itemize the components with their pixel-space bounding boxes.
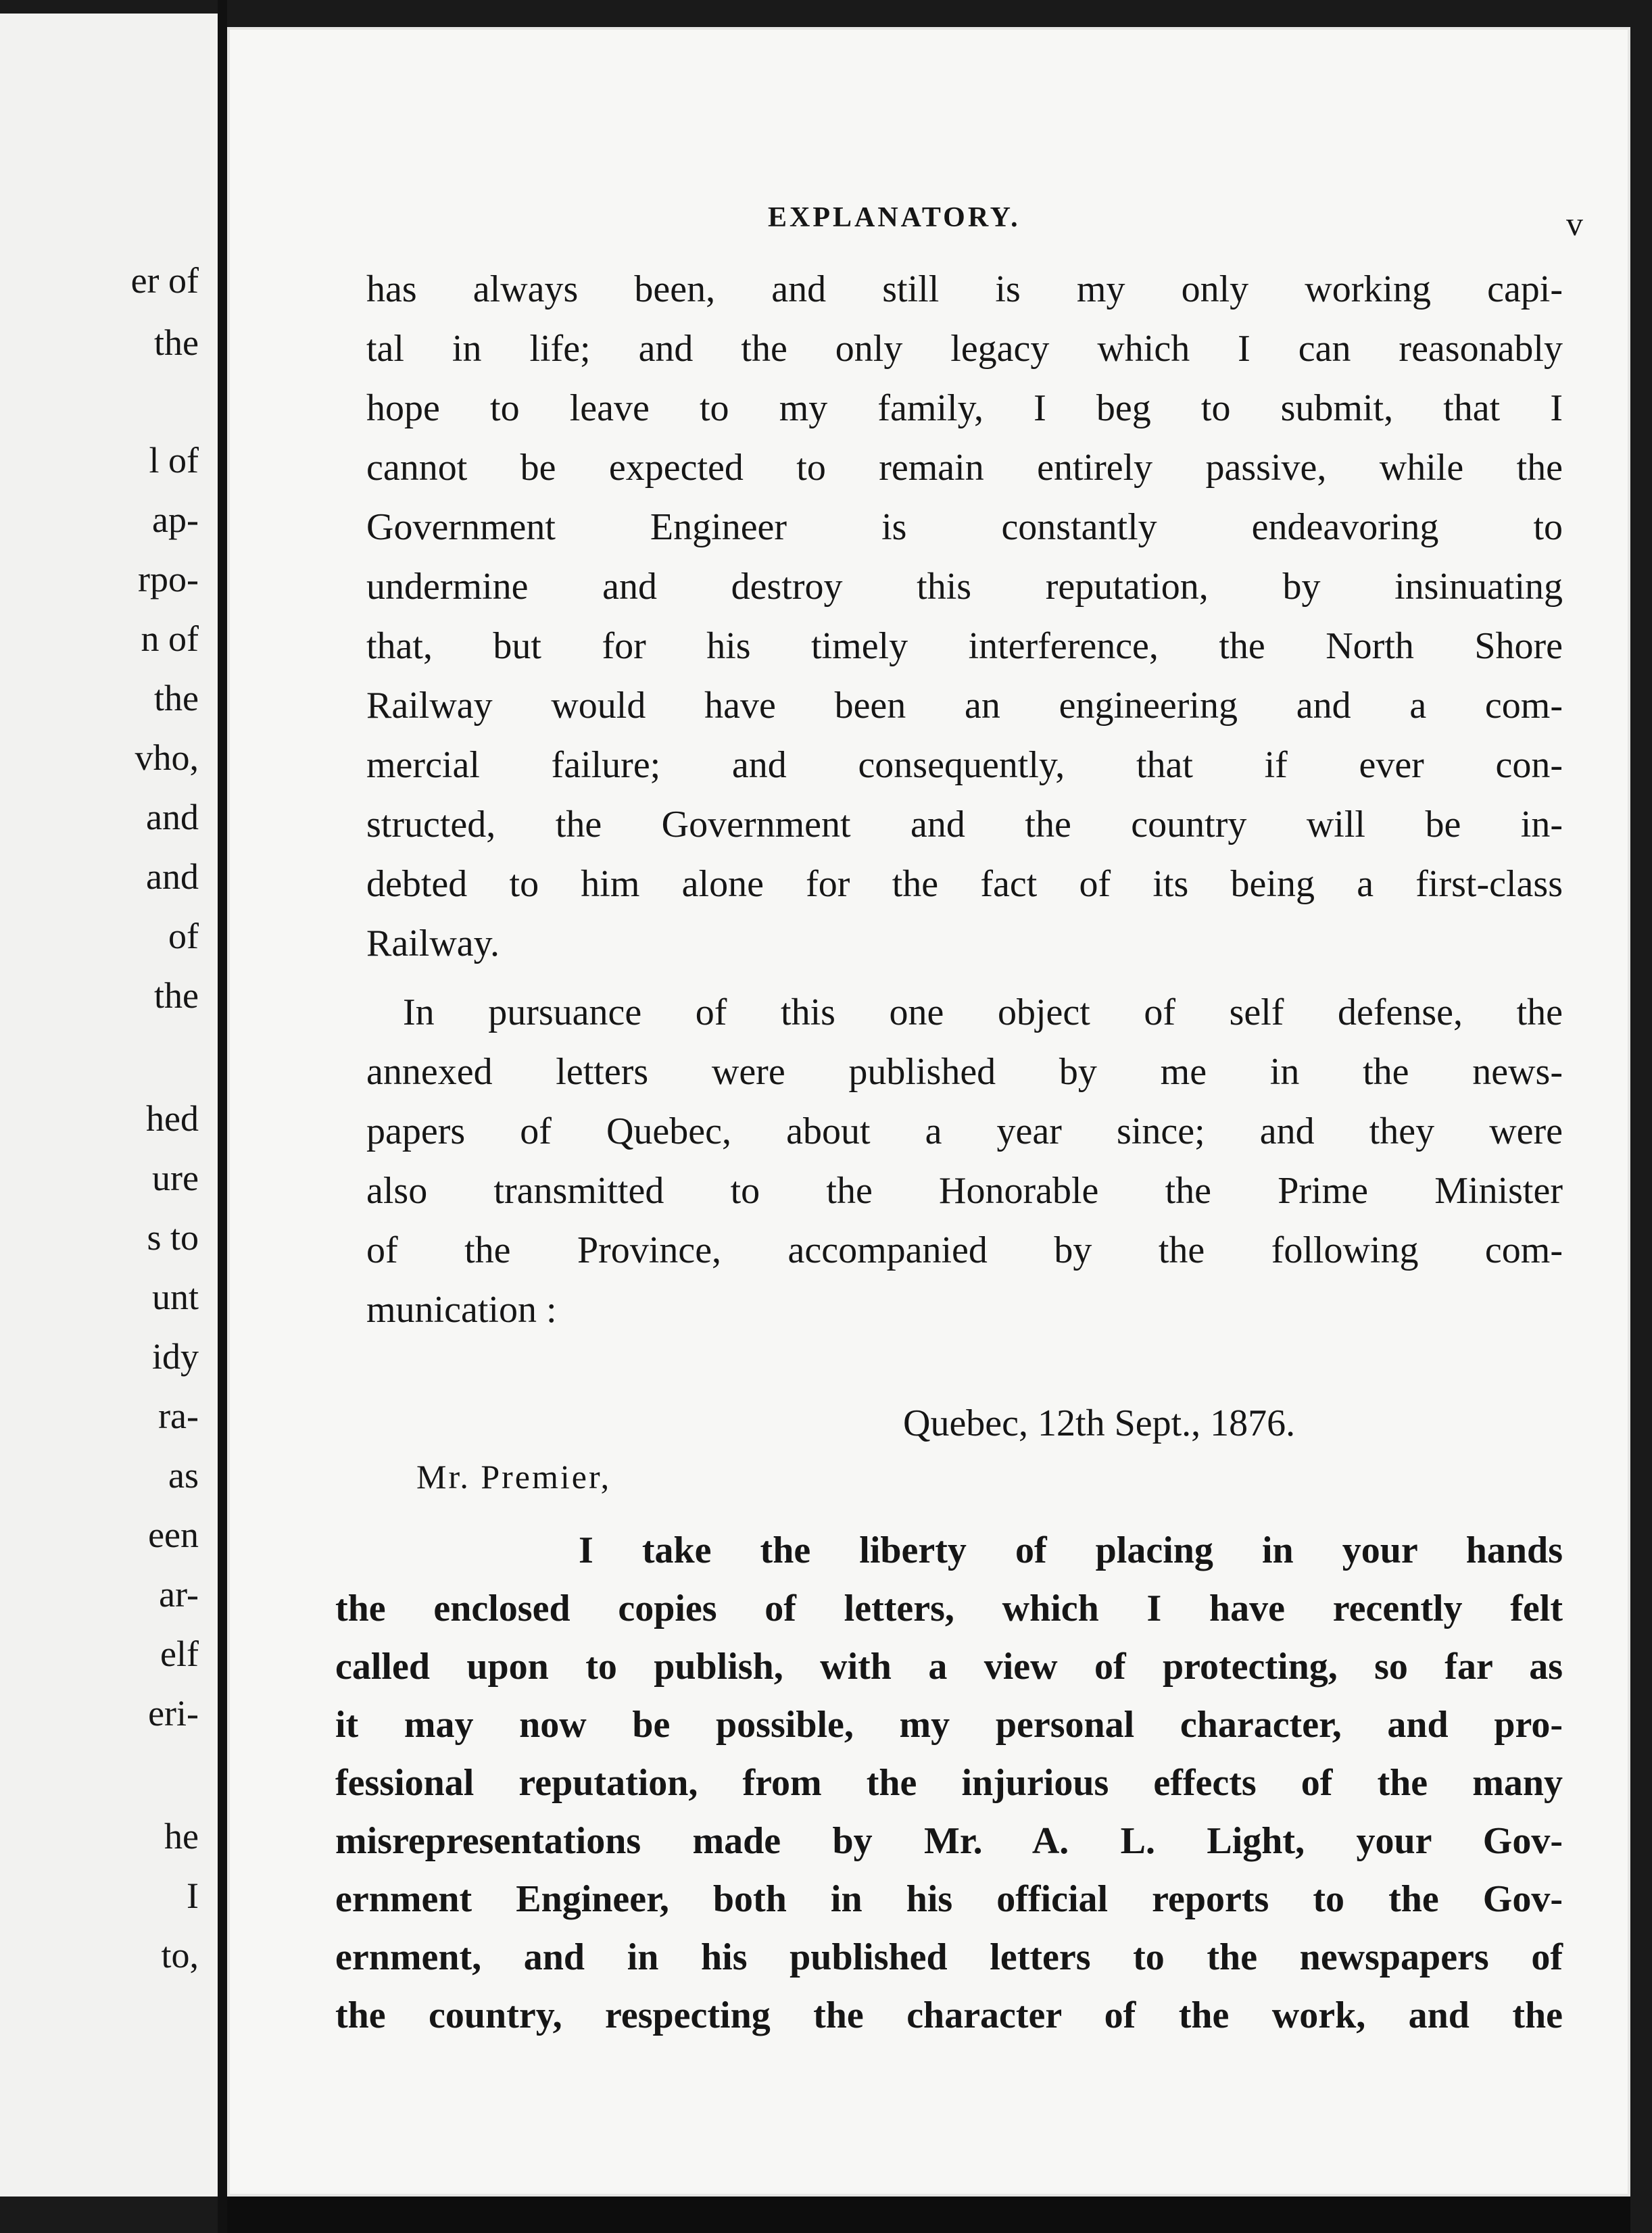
facing-page-text: n of (141, 618, 199, 659)
letter-line: fessional reputation, from the injurious effects of the many (335, 1762, 1563, 1804)
letter-line: the country, respecting the character of the work, and the (335, 1994, 1563, 2036)
page-bottom-edge (227, 2197, 1630, 2233)
text-line: munication : (366, 1289, 557, 1331)
book-gutter (218, 0, 227, 2233)
text-line: tal in life; and the only legacy which I can reasonably (366, 328, 1563, 370)
facing-page-text: s to (147, 1217, 199, 1258)
facing-page-text: and (146, 856, 199, 897)
facing-page-text: of (168, 916, 199, 956)
text-line: papers of Quebec, about a year since; and they were (366, 1110, 1563, 1152)
facing-page-text: unt (151, 1277, 199, 1317)
text-line: of the Province, accompanied by the following com- (366, 1229, 1563, 1271)
facing-page-text: eri- (148, 1693, 199, 1734)
facing-page-text: ure (152, 1158, 199, 1198)
letter-line: the enclosed copies of letters, which I have recently felt (335, 1588, 1563, 1629)
facing-page-text: idy (151, 1336, 199, 1377)
text-line: has always been, and still is my only working capi- (366, 268, 1563, 310)
facing-page-text: I (187, 1875, 199, 1916)
facing-page-text: to, (161, 1935, 199, 1976)
facing-page-text: rpo- (138, 559, 199, 599)
facing-page-text: the (154, 322, 199, 363)
text-line: Government Engineer is constantly endeavoring to (366, 506, 1563, 548)
page-number: v (1566, 205, 1583, 243)
letter-line: I take the liberty of placing in your hands (579, 1529, 1563, 1571)
letter-line: misrepresentations made by Mr. A. L. Light, your Gov- (335, 1820, 1563, 1862)
text-line: mercial failure; and consequently, that if ever con- (366, 744, 1563, 786)
text-line: cannot be expected to remain entirely passive, while the (366, 447, 1563, 489)
facing-page-text: elf (160, 1634, 199, 1674)
facing-page (0, 14, 218, 2197)
facing-page-text: he (164, 1816, 199, 1857)
letter-line: ernment Engineer, both in his official reports to the Gov- (335, 1878, 1563, 1920)
text-line: undermine and destroy this reputation, by insinuating (366, 566, 1563, 608)
text-line: that, but for his timely interference, the North Shore (366, 625, 1563, 667)
letter-salutation: Mr. Premier, (416, 1458, 612, 1496)
running-head: EXPLANATORY. (768, 202, 1021, 233)
letter-line: it may now be possible, my personal character, and pro- (335, 1704, 1563, 1746)
text-line: In pursuance of this one object of self defense, the (403, 991, 1563, 1033)
facing-page-text: ar- (159, 1574, 199, 1615)
text-line: structed, the Government and the country will be in- (366, 804, 1563, 845)
text-line: annexed letters were published by me in the news- (366, 1051, 1563, 1093)
facing-page-text: een (148, 1515, 199, 1555)
facing-page-text: hed (146, 1098, 199, 1139)
facing-page-text: vho, (135, 737, 199, 778)
text-line: debted to him alone for the fact of its being a first-class (366, 863, 1563, 905)
text-line: Railway. (366, 923, 500, 964)
facing-page-text: l of (149, 440, 199, 481)
facing-page-text: the (154, 678, 199, 718)
facing-page-text: er of (130, 260, 199, 301)
letter-line: called upon to publish, with a view of protecting, so far as (335, 1646, 1563, 1688)
facing-page-text: ap- (152, 499, 199, 540)
text-line: Railway would have been an engineering and a com- (366, 685, 1563, 727)
text-line: also transmitted to the Honorable the Prime Minister (366, 1170, 1563, 1212)
facing-page-text: the (154, 975, 199, 1016)
facing-page-text: and (146, 797, 199, 837)
text-line: hope to leave to my family, I beg to submit, that I (366, 387, 1563, 429)
letter-dateline: Quebec, 12th Sept., 1876. (903, 1402, 1296, 1444)
letter-line: ernment, and in his published letters to the newspapers of (335, 1936, 1563, 1978)
facing-page-text: as (168, 1455, 199, 1496)
facing-page-text: ra- (158, 1396, 199, 1436)
book-page (227, 27, 1630, 2197)
